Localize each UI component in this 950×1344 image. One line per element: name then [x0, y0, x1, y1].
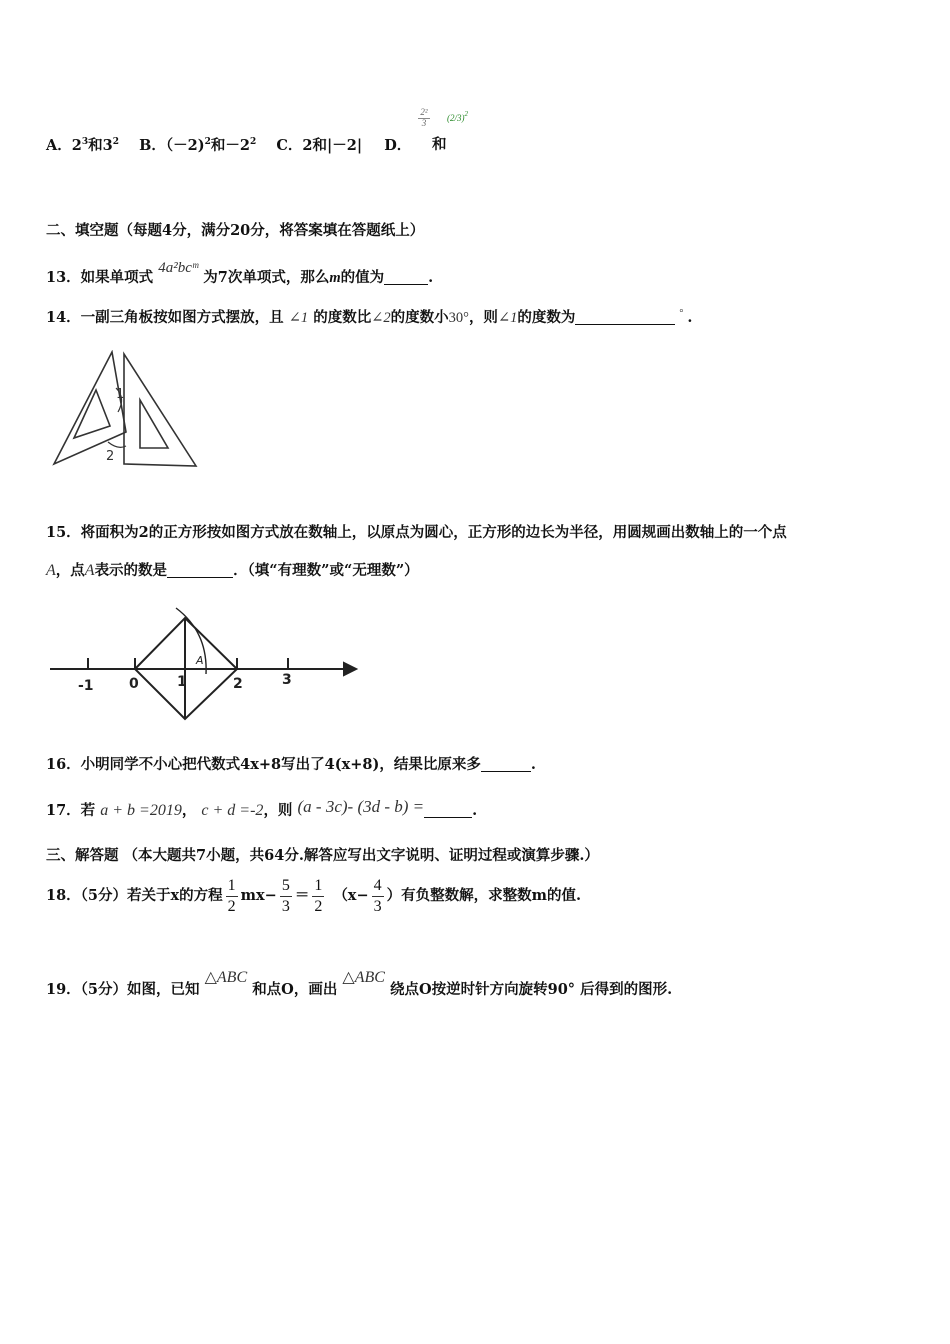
option-d-frac-num: 2²: [420, 107, 428, 117]
q15-line2: [46, 563, 419, 579]
section3-title: 三、解答题 （本大题共7小题，共64分.解答应写出文字说明、证明过程或演算步骤.）: [46, 847, 599, 864]
angle2-label: 2: [106, 449, 115, 464]
q13-monomial: 4a²bcᵐ: [158, 260, 199, 276]
q17: [46, 798, 477, 819]
q13-answer-blank[interactable]: [384, 270, 428, 285]
option-d-label: D．: [384, 137, 412, 154]
q16-answer-blank[interactable]: [481, 757, 531, 772]
number-line-arrow: [344, 663, 356, 675]
q13: [46, 261, 433, 286]
q12-options: [46, 138, 411, 154]
option-b-and: 和－2: [210, 137, 250, 154]
q18-frac2-den: 3: [281, 897, 290, 915]
q18-text-end: ）有负整数解，求整数m的值.: [386, 886, 581, 904]
q13-end: .: [428, 269, 434, 286]
option-a-exp1: 3: [81, 137, 89, 147]
tick-label-neg1: -1: [78, 678, 94, 694]
option-d-paren-text: (2/3): [447, 113, 465, 123]
q14-text-4: ，则: [468, 309, 498, 326]
q14-text-1: 14．一副三角板按如图方式摆放，且: [46, 309, 284, 326]
option-a-base1: 2: [71, 137, 82, 154]
q17-answer-blank[interactable]: [424, 803, 472, 818]
q18-frac-2: [280, 876, 292, 917]
option-d-and: 和: [432, 136, 447, 153]
q19: [46, 970, 672, 998]
option-b-exp2: 2: [249, 137, 257, 147]
q13-text-before: 13．如果单项式: [46, 269, 154, 286]
option-d-frac: [418, 108, 430, 129]
q18-frac1-num: 1: [227, 876, 236, 894]
q14-degrees: 30°: [448, 310, 469, 326]
q18-frac4-num: 4: [373, 876, 382, 894]
q14-end: .: [687, 309, 693, 326]
q18-text-1: 18．（5分）若关于x的方程: [46, 886, 223, 904]
q18-frac-1: [226, 876, 238, 917]
option-a-and: 和: [88, 137, 103, 154]
q17-expression: (a - 3c)- (3d - b) =: [297, 797, 425, 816]
q14-degree-mark: °: [679, 308, 684, 319]
q17-text-2: ，则: [263, 802, 293, 819]
q14-angle2: ∠2: [371, 310, 391, 326]
option-b-exp1: 2: [204, 137, 211, 147]
q15-line1: 15．将面积为2的正方形按如图方式放在数轴上，以原点为圆心，正方形的边长为半径，用圆规画出数轴上的一个点: [46, 524, 787, 541]
q15-answer-blank[interactable]: [167, 563, 233, 578]
option-a-exp2: 2: [112, 137, 119, 147]
q19-text-2: 和点O，画出: [252, 981, 338, 998]
q14-angle1: ∠1: [288, 310, 309, 326]
option-d-paren-exp: 2: [464, 110, 468, 118]
q18-frac2-num: 5: [281, 876, 290, 894]
tick-label-1: 1: [177, 674, 187, 690]
right-triangle-outer: [124, 354, 196, 466]
option-d-paren: [447, 110, 468, 123]
q19-triangle-2: △ABC: [342, 969, 385, 986]
q14-text-5: 的度数为: [517, 309, 576, 326]
angle1-label: 1: [116, 387, 125, 402]
q15-text-3: 表示的数是: [94, 562, 168, 579]
q14-triangle-figure: [50, 350, 202, 472]
big-triangle-outer: [54, 352, 126, 464]
q14-text-3: 的度数小: [390, 309, 449, 326]
q17-text-1: 17．若: [46, 802, 96, 819]
q18-frac1-den: 2: [227, 897, 236, 915]
option-a-base2: 3: [102, 137, 113, 154]
q13-text-after: 为7次单项式，那么: [203, 269, 330, 286]
q15-point-a2: A: [84, 562, 95, 579]
q14-angle3: ∠1: [497, 310, 518, 326]
q18-frac3-num: 1: [314, 876, 323, 894]
option-b-base1: （－2): [165, 137, 205, 154]
q15-text-4: ．（填“有理数”或“无理数”）: [233, 562, 419, 579]
tick-label-2: 2: [233, 676, 243, 692]
q13-var: m: [329, 270, 341, 286]
q13-text-end: 的值为: [340, 269, 385, 286]
option-c-label: C．: [276, 137, 303, 154]
point-a-label: A: [196, 654, 204, 667]
option-b-label: B．: [139, 137, 166, 154]
q14-answer-blank[interactable]: [575, 310, 675, 325]
q17-eq1: a + b =2019: [100, 802, 182, 819]
q15-point-a: A: [46, 562, 56, 579]
q14: [46, 309, 692, 326]
q19-text-3: 绕点O按逆时针方向旋转90° 后得到的图形.: [389, 981, 673, 998]
q16-text: 16．小明同学不小心把代数式4x+8写出了4(x+8)，结果比原来多: [46, 756, 481, 773]
q17-sep: ，: [181, 802, 197, 819]
q18-frac3-den: 2: [314, 897, 323, 915]
q18-equals: ＝: [294, 886, 310, 904]
q18-mx: mx−: [240, 886, 277, 904]
tick-label-3: 3: [282, 672, 292, 688]
q17-end: .: [472, 802, 478, 819]
q19-triangle-1: △ABC: [204, 969, 248, 986]
q18-paren: （x−: [333, 886, 369, 904]
q15-number-line-figure: [48, 602, 360, 722]
q14-text-2: 的度数比: [313, 309, 372, 326]
right-triangle-inner: [140, 400, 168, 448]
option-a-label: A．: [46, 137, 72, 154]
section2-title: 二、填空题（每题4分，满分20分，将答案填在答题纸上）: [46, 222, 425, 239]
option-d-frac-den: 3: [421, 117, 427, 128]
q18-frac-3: [312, 876, 324, 917]
q19-text-1: 19．（5分）如图，已知: [46, 981, 200, 998]
q15-text-2: ，点: [55, 562, 85, 579]
q17-eq2: c + d =-2: [201, 802, 264, 819]
q18-frac4-den: 3: [373, 897, 382, 915]
tick-label-0: 0: [129, 676, 139, 692]
option-c-text: 2和|－2|: [302, 137, 363, 154]
q18-frac-4: [372, 876, 384, 917]
q16: [46, 757, 536, 773]
q16-end: .: [530, 756, 536, 773]
q18: [46, 874, 581, 918]
